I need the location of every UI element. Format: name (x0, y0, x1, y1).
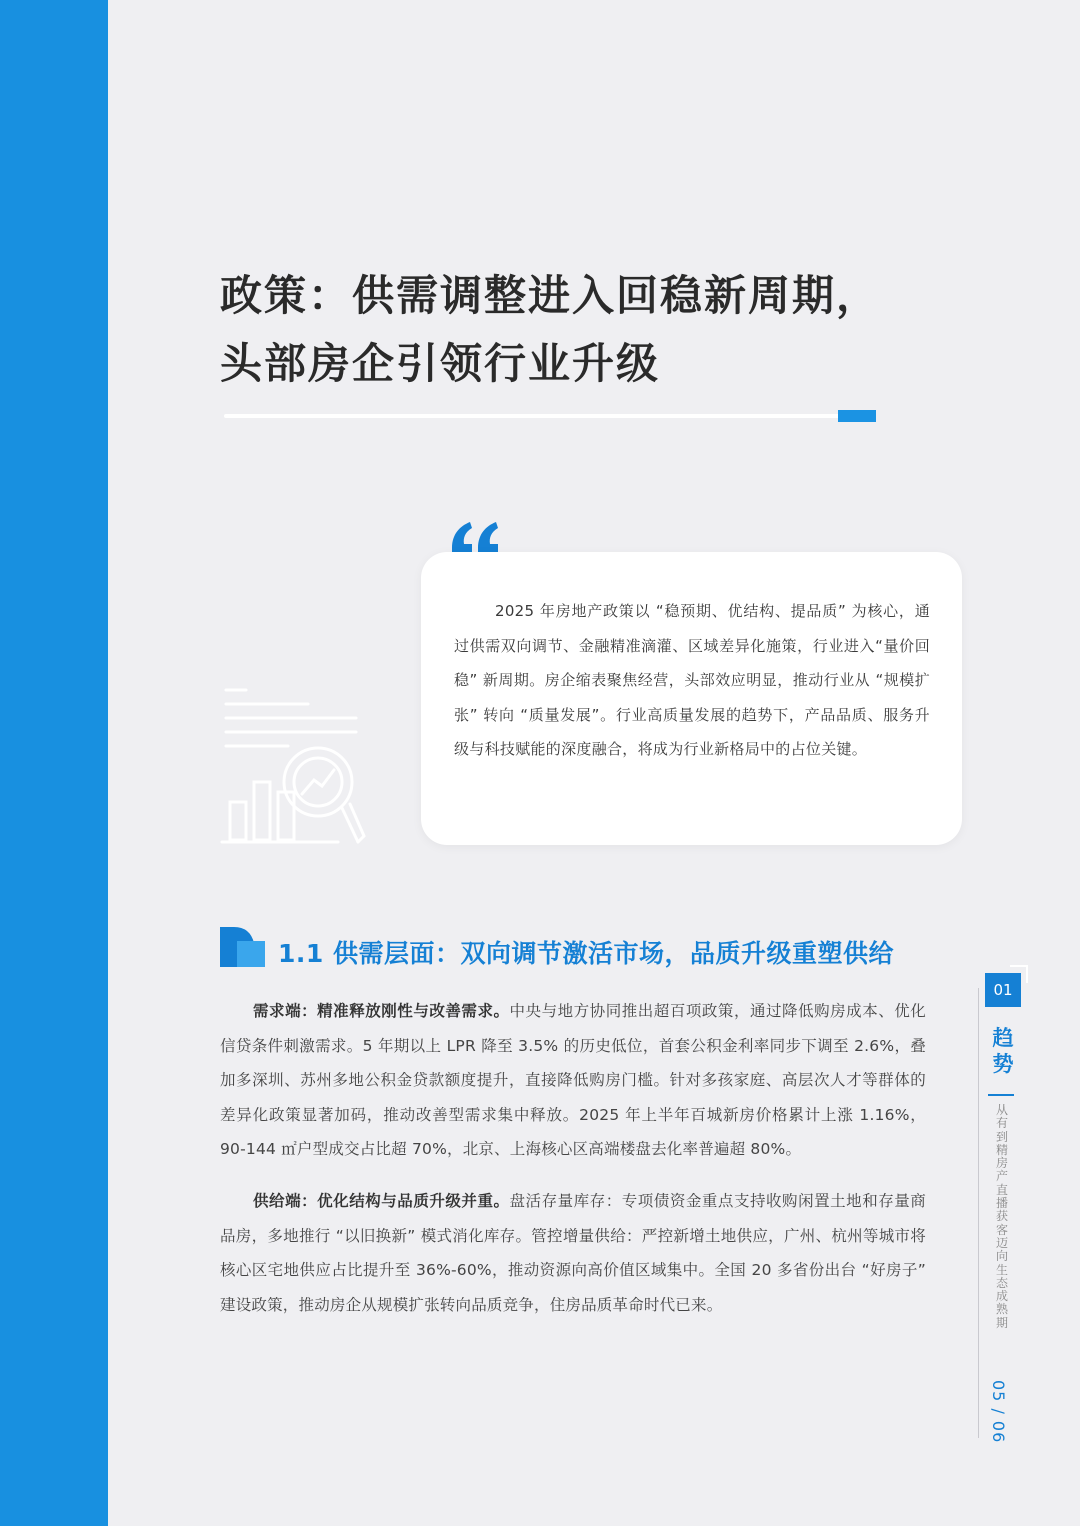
chapter-title: 趋势 (992, 1026, 1014, 1076)
chart-magnifier-icon (218, 682, 368, 862)
page-title (220, 262, 940, 398)
demand-body: 中央与地方协同推出超百项政策，通过降低购房成本、优化信贷条件刺激需求。5 年期以上 LPR 降至 3.5% 的历史低位，首套公积金利率同步下调至 2.6%，叠加多深圳、苏州多地公积金贷款额度提升，直接降低购房门槛。针对多孩家庭、高层次人才等群体的差异化政策显著加码，推动改善型需求集中释放。2025 年上半年百城新房价格累计上涨 1.16%，90-144 ㎡户型成交占比超 70%，北京、上海核心区高端楼盘去化率普遍超 80%。 (220, 1002, 927, 1158)
supply-body: 盘活存量库存：专项债资金重点支持收购闲置土地和存量商品房，多地推行 “以旧换新” 模式消化库存。管控增量供给：严控新增土地供应，广州、杭州等城市将核心区宅地供应占比提升至 36%-60%，推动资源向高价值区域集中。全国 20 多省份出台 “好房子” 建设政策，推动房企从规模扩张转向品质竞争，住房品质革命时代已来。 (220, 1192, 927, 1314)
title-divider-accent (838, 410, 876, 422)
chapter-number-badge: 01 (985, 973, 1021, 1007)
chapter-subtitle: 从有到精 房产直播获客迈向生态成熟期 (995, 1103, 1008, 1330)
quote-text: 2025 年房地产政策以 “稳预期、优结构、提品质” 为核心，通过供需双向调节、金融精准滴灌、区域差异化施策，行业进入“量价回稳” 新周期。房企缩表聚焦经营，头部效应明显，推动行业从 “规模扩张” 转向 “质量发展”。行业高质量发展的趋势下，产品品质、服务升级与科技赋能的深度融合，将成为行业新格局中的占位关键。 (454, 602, 930, 758)
supply-paragraph (220, 1184, 926, 1322)
left-color-band (0, 0, 108, 1526)
sidebar-divider-line (978, 988, 979, 1438)
demand-paragraph (220, 994, 926, 1167)
page-number: 05 / 06 (989, 1380, 1008, 1444)
page-title-line-1: 政策：供需调整进入回稳新周期， (220, 271, 881, 320)
page-title-line-2: 头部房企引领行业升级 (220, 339, 661, 388)
demand-lead: 需求端：精准释放刚性与改善需求。 (253, 1002, 510, 1020)
supply-lead: 供给端：优化结构与品质升级并重。 (253, 1192, 510, 1210)
section-heading: 1.1 供需层面：双向调节激活市场，品质升级重塑供给 (278, 939, 894, 968)
chapter-title-underline (988, 1094, 1014, 1096)
section-bookmark-icon (220, 927, 265, 967)
title-divider (224, 414, 840, 418)
